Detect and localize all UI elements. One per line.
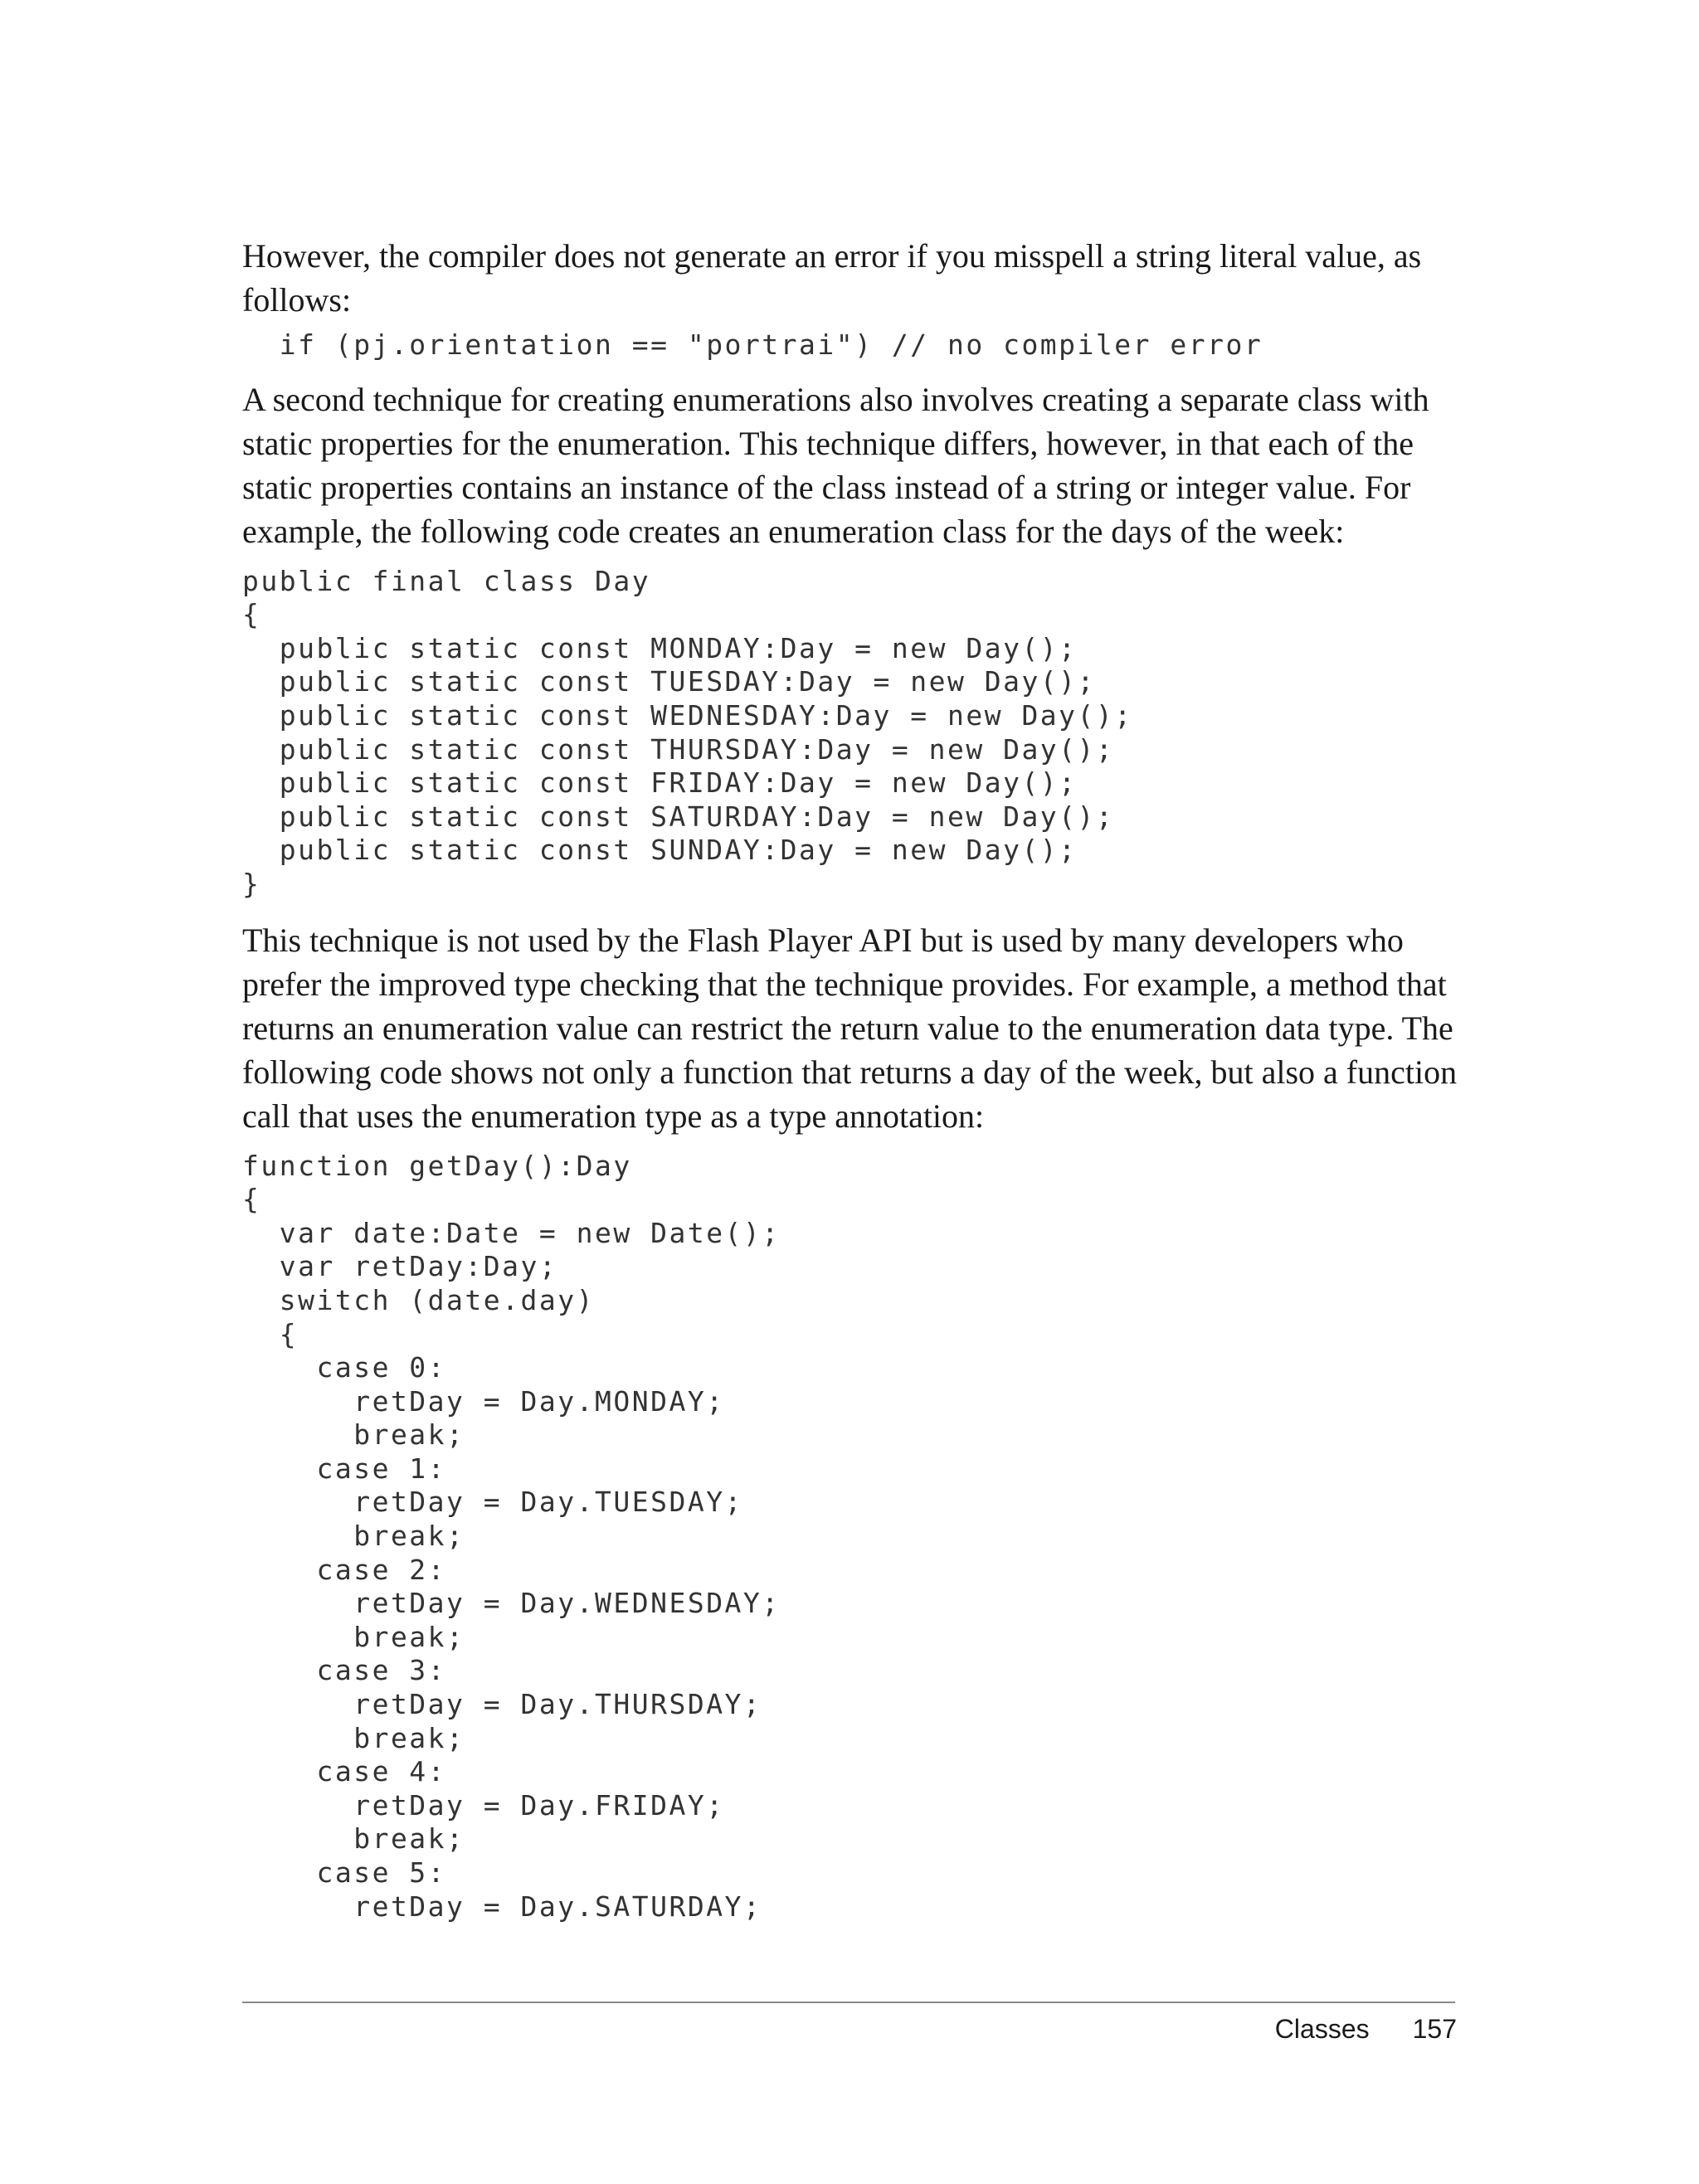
footer-page-number: 157 xyxy=(1412,2014,1457,2044)
paragraph-misspell-note: However, the compiler does not generate an error if you misspell a string literal value, as follows: xyxy=(242,237,1422,319)
paragraph-second-technique: A second technique for creating enumerations also involves creating a separate class with static properties for the enumeration. This technique differs, however, in that each of the static properties contains an instance of the class instead of a string or integer value. For example, the following code creates an enumeration class for the days of the week: xyxy=(242,380,1429,550)
code-block-get-day-function: function getDay():Day { var date:Date = new Date(); var retDay:Day; switch (date.day) { case 0: retDay = Day.MONDAY; break; case 1: retDay = Day.TUESDAY; break; case 2: retDay = Day.WEDNESDAY; break; case 3: retDay = Day.THURSDAY; break; case 4: retDay = Day.FRIDAY; break; case 5: retDay = Day.SATURDAY; xyxy=(242,1149,781,1923)
page-footer xyxy=(1275,2014,1457,2045)
paragraph-type-checking: This technique is not used by the Flash Player API but is used by many developers who prefer the improved type checking that the technique provides. For example, a method that returns an enumeration value can restrict the return value to the enumeration data type. The following code shows not only a function that returns a day of the week, but also a function call that uses the enumeration type as a type annotation: xyxy=(242,921,1458,1135)
page-body xyxy=(242,234,1462,1924)
code-block-string-compare: if (pj.orientation == "portrai") // no compiler error xyxy=(242,328,1263,361)
code-block-day-class: public final class Day { public static const MONDAY:Day = new Day(); public static const TUESDAY:Day = new Day(); public static const WEDNESDAY:Day = new Day(); public static const THURSDAY:Day = new Day(); public static const FRIDAY:Day = new Day(); public static const SATURDAY:Day = new Day(); public static const SUNDAY:Day = new Day(); } xyxy=(242,564,1133,900)
footer-divider xyxy=(242,2002,1455,2003)
footer-section-title: Classes xyxy=(1274,2014,1370,2044)
